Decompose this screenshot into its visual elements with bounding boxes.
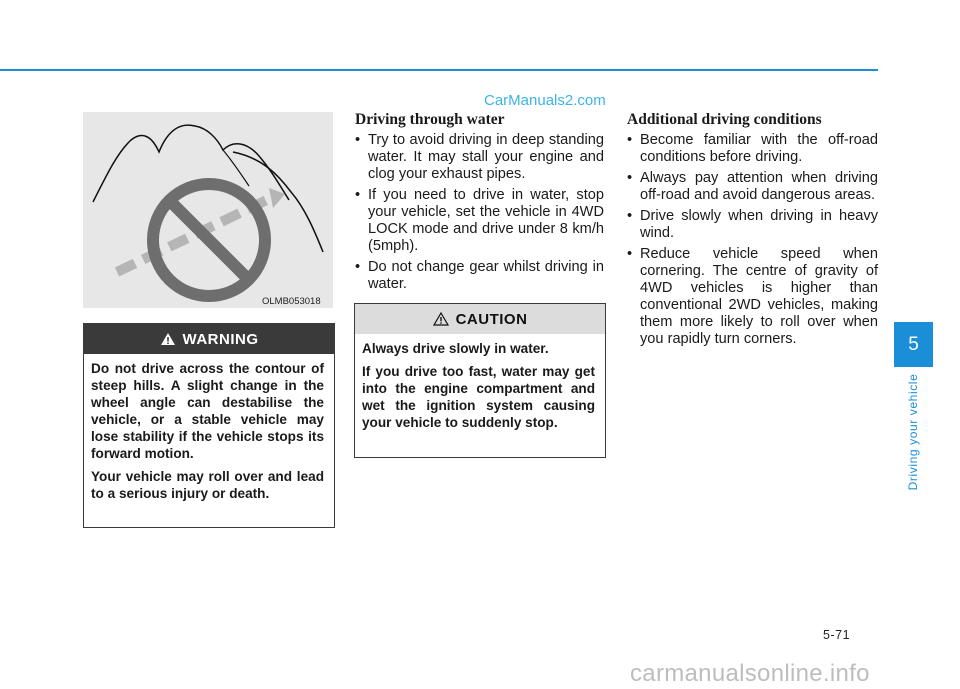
hill-prohibition-drawing bbox=[83, 112, 333, 308]
bullet-item: • Drive slowly when driving in heavy wind. bbox=[627, 208, 878, 242]
figure-code: OLMB053018 bbox=[262, 296, 321, 307]
bullet-item: • Do not change gear whilst driving in water. bbox=[355, 259, 604, 293]
bullet-item: • Try to avoid driving in deep standing water. It may stall your engine and clog your exhaust pipes. bbox=[355, 132, 604, 183]
bullet-item: • Always pay attention when driving off-road and avoid dangerous areas. bbox=[627, 170, 878, 204]
caution-box bbox=[354, 303, 606, 458]
bullet-item: • If you need to drive in water, stop your vehicle, set the vehicle in 4WD LOCK mode and drive under 8 km/h (5mph). bbox=[355, 187, 604, 255]
warning-box bbox=[83, 323, 335, 528]
bullet-item: • Become familiar with the off-road conditions before driving. bbox=[627, 132, 878, 166]
additional-conditions-section bbox=[627, 111, 878, 352]
warning-body bbox=[84, 354, 334, 516]
caution-body bbox=[355, 334, 605, 445]
header-rule bbox=[0, 69, 878, 71]
caution-header bbox=[355, 304, 605, 334]
bullet-item: • Reduce vehicle speed when cornering. The centre of gravity of 4WD vehicles is higher than conventional 2WD vehicles, making them more likely to roll over when you rapidly turn corners. bbox=[627, 246, 878, 348]
driving-water-section bbox=[355, 111, 604, 297]
watermark-top[interactable]: CarManuals2.com bbox=[484, 92, 606, 109]
chapter-tab: 5 bbox=[894, 322, 933, 367]
section-heading: Driving through water bbox=[355, 111, 505, 128]
warning-triangle-icon bbox=[160, 332, 176, 346]
no-symbol-icon bbox=[153, 184, 265, 296]
caution-paragraph: If you drive too fast, water may get into the engine compartment and wet the ignition system causing your vehicle to suddenly stop. bbox=[362, 364, 595, 430]
section-heading: Additional driving conditions bbox=[627, 111, 822, 128]
caution-paragraph: Always drive slowly in water. bbox=[362, 341, 549, 356]
watermark-bottom[interactable]: carmanualsonline.info bbox=[630, 660, 870, 687]
chapter-title: Driving your vehicle bbox=[906, 373, 920, 491]
warning-title: WARNING bbox=[182, 330, 259, 348]
caution-title: CAUTION bbox=[455, 310, 528, 328]
bullet-list bbox=[627, 132, 878, 348]
off-road-illustration bbox=[83, 112, 333, 308]
warning-paragraph: Your vehicle may roll over and lead to a serious injury or death. bbox=[91, 469, 324, 501]
warning-paragraph: Do not drive across the contour of steep hills. A slight change in the wheel angle can destabilise the vehicle, or a stable vehicle may lose stability if the vehicle stops its forward motion. bbox=[91, 361, 324, 461]
page-number: 5-71 bbox=[823, 628, 851, 642]
caution-triangle-icon bbox=[433, 312, 449, 326]
bullet-list bbox=[355, 132, 604, 293]
warning-header bbox=[84, 324, 334, 354]
